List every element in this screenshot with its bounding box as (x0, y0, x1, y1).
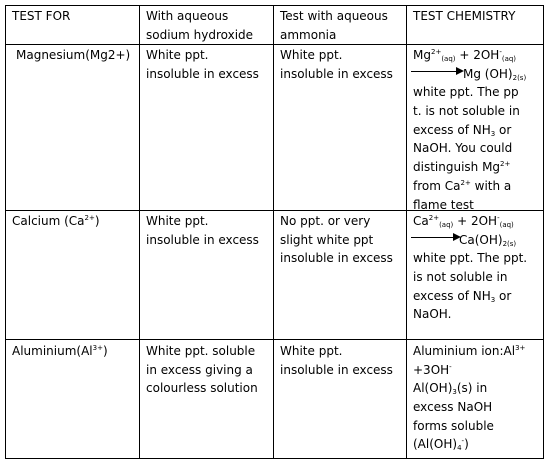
equation-left: $Mg^{2+}_{(aq)} + 2OH^-_{(aq)}$ (413, 48, 517, 63)
table-border-left (5, 5, 6, 459)
equation-left: $Ca^{2+}_{(aq)} + 2OH^-_{(aq)}$ (413, 214, 514, 229)
row-magnesium-nh3: White ppt. insoluble in excess (280, 48, 393, 81)
row-magnesium-naoh: White ppt. insoluble in excess (146, 48, 259, 81)
equation-right: Mg $(OH)_{2(s)}$ (463, 66, 527, 82)
reaction-arrow-icon (411, 67, 464, 75)
reaction-arrow-icon (411, 233, 461, 241)
row-aluminium-nh3: White ppt. insoluble in excess (280, 344, 393, 377)
row-aluminium-naoh: White ppt. soluble in excess giving a colourless solution (146, 344, 258, 396)
table-col-divider-3 (406, 5, 407, 459)
header-test-for: TEST FOR (12, 9, 71, 23)
table-border-right (543, 5, 544, 459)
row-aluminium-chemistry: Aluminium $ion:Al^{3+}$ +3OH- $Al(OH)_3(s)$ in excess NaOH forms soluble $(Al(OH)_4^-)$ (413, 344, 526, 453)
row-calcium-naoh: White ppt. insoluble in excess (146, 214, 259, 247)
row-calcium-chemistry: $Ca^{2+}_{(aq)} + 2OH^-_{(aq)}$ $Ca(OH)_{2(s)}$ white ppt. The ppt. is not soluble in excess of $NH_3$ or NaOH. (413, 214, 528, 322)
row-magnesium-test-for: Magnesium(Mg2+) (16, 48, 131, 62)
table-rule-header (5, 44, 544, 45)
equation-right: $Ca(OH)_{2(s)}$ (459, 232, 517, 248)
row-magnesium-chemistry: $Mg^{2+}_{(aq)} + 2OH^-_{(aq)}$ Mg $(OH)_{2(s)}$ white ppt. The pp t. is not soluble in excess of $NH_3$ or NaOH. You could distinguish $Mg^{2+}$ from $Ca^{2+}$ with a flame test (413, 48, 527, 212)
row-calcium-test-for: Calcium $(Ca^{2+})$ (12, 214, 100, 228)
header-nh3: Test with aqueous ammonia (280, 9, 388, 42)
header-naoh: With aqueous sodium hydroxide (146, 9, 254, 42)
row-aluminium-test-for: $Aluminium(Al^{3+})$ (12, 344, 108, 358)
table-rule-row2 (5, 339, 544, 340)
table-col-divider-1 (139, 5, 140, 459)
table-col-divider-2 (273, 5, 274, 459)
header-chemistry: TEST CHEMISTRY (413, 9, 516, 23)
row-calcium-nh3: No ppt. or very slight white ppt insoluble in excess (280, 214, 393, 266)
table-border-bottom (5, 458, 544, 459)
table-border-top (5, 5, 544, 6)
